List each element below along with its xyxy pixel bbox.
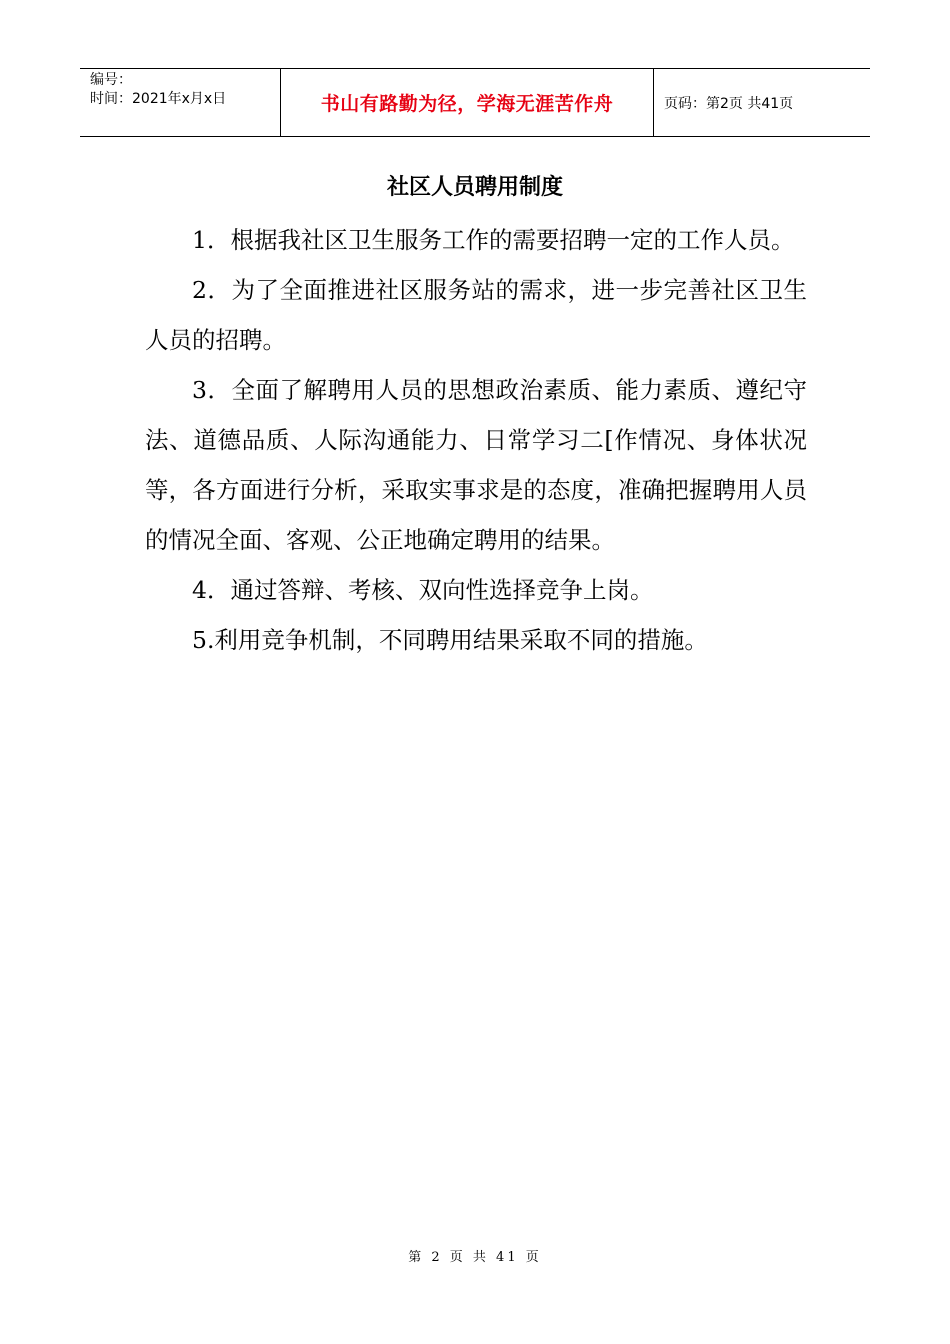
paragraph: 2．为了全面推进社区服务站的需求，进一步完善社区卫生人员的招聘。 [145, 276, 807, 354]
document-body [145, 215, 807, 665]
document-title: 社区人员聘用制度 [386, 175, 563, 200]
document-number-label: 编号： [90, 72, 132, 88]
paragraph: 1．根据我社区卫生服务工作的需要招聘一定的工作人员。 [192, 226, 795, 254]
header-page-cell [654, 69, 870, 136]
header-meta-cell [80, 69, 281, 136]
paragraph: 4．通过答辩、考核、双向性选择竞争上岗。 [192, 576, 654, 604]
header-page-info: 页码：第2页 共41页 [664, 95, 794, 112]
page-footer: 第 2 页 共 41 页 [408, 1250, 542, 1265]
paragraph: 5.利用竞争机制，不同聘用结果采取不同的措施。 [192, 626, 708, 654]
document-date-label: 时间：2021年x月x日 [90, 91, 227, 107]
page-header [80, 68, 870, 137]
paragraph: 3．全面了解聘用人员的思想政治素质、能力素质、遵纪守法、道德品质、人际沟通能力、日常学习二[作情况、身体状况等，各方面进行分析，采取实事求是的态度，准确把握聘用人员的情况全面、客观、公正地确定聘用的结果。 [145, 376, 807, 554]
header-motto: 书山有路勤为径，学海无涯苦作舟 [320, 93, 614, 115]
header-motto-cell [281, 69, 654, 136]
